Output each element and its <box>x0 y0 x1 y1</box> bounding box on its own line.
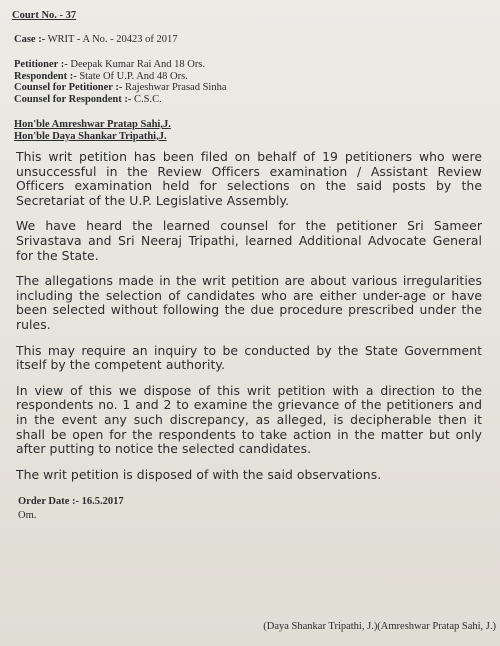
bench-block <box>14 119 488 142</box>
order-paragraph: We have heard the learned counsel for the petitioner Sri Sameer Srivastava and Sri Neeraj Tripathi, learned Additional Advocate General for the State. <box>16 218 482 263</box>
order-paragraph: The allegations made in the writ petition are about various irregularities including the selection of candidates who are either under-age or have been selected without following the due procedure prescribed under the rules. <box>16 273 482 332</box>
judges-signature: (Daya Shankar Tripathi, J.)(Amreshwar Pratap Sahi, J.) <box>263 621 496 632</box>
petitioner-value: Deepak Kumar Rai And 18 Ors. <box>70 59 206 70</box>
order-paragraph: This writ petition has been filed on behalf of 19 petitioners who were unsuccessful in the Review Officers examination / Assistant Review Officers examination held for selections on the said posts by the Secretariat of the U.P. Legislative Assembly. <box>16 149 482 208</box>
case-line <box>14 34 488 46</box>
counsel-petitioner-label: Counsel for Petitioner :- <box>14 82 123 93</box>
initials: Om. <box>18 509 37 521</box>
judge-name: Hon'ble Amreshwar Pratap Sahi,J. <box>14 119 171 130</box>
order-date-label: Order Date :- <box>18 496 80 508</box>
counsel-respondent-label: Counsel for Respondent :- <box>14 93 132 105</box>
court-number: Court No. - 37 <box>12 10 77 21</box>
respondent-label: Respondent :- <box>14 70 77 82</box>
counsel-respondent-value: C.S.C. <box>133 93 162 105</box>
order-date-value: 16.5.2017 <box>81 496 124 508</box>
respondent-line <box>14 71 488 83</box>
case-label: Case :- <box>14 33 46 45</box>
respondent-value: State Of U.P. And 48 Ors. <box>79 70 188 82</box>
petitioner-label: Petitioner :- <box>14 59 68 70</box>
case-number: WRIT - A No. - 20423 of 2017 <box>47 33 178 45</box>
order-paragraph: In view of this we dispose of this writ petition with a direction to the respondents no. 1 and 2 to examine the grievance of the petitioners and in the event any such discrepancy, as alleged, is decipherable then it shall be open for the respondents to take action in the matter but only after putting to notice the selected candidates. <box>16 382 482 457</box>
order-paragraph: This may require an inquiry to be conducted by the State Government itself by the competent authority. <box>16 342 482 373</box>
counsel-petitioner-line <box>14 82 488 94</box>
order-header <box>12 10 488 45</box>
order-date-line <box>18 496 488 508</box>
petitioner-line <box>14 59 488 71</box>
order-body <box>16 150 482 482</box>
judge-name: Hon'ble Daya Shankar Tripathi,J. <box>14 130 167 142</box>
parties-block <box>14 59 488 105</box>
counsel-petitioner-value: Rajeshwar Prasad Sinha <box>125 82 227 93</box>
order-paragraph: The writ petition is disposed of with the said observations. <box>16 466 382 482</box>
counsel-respondent-line <box>14 94 488 106</box>
